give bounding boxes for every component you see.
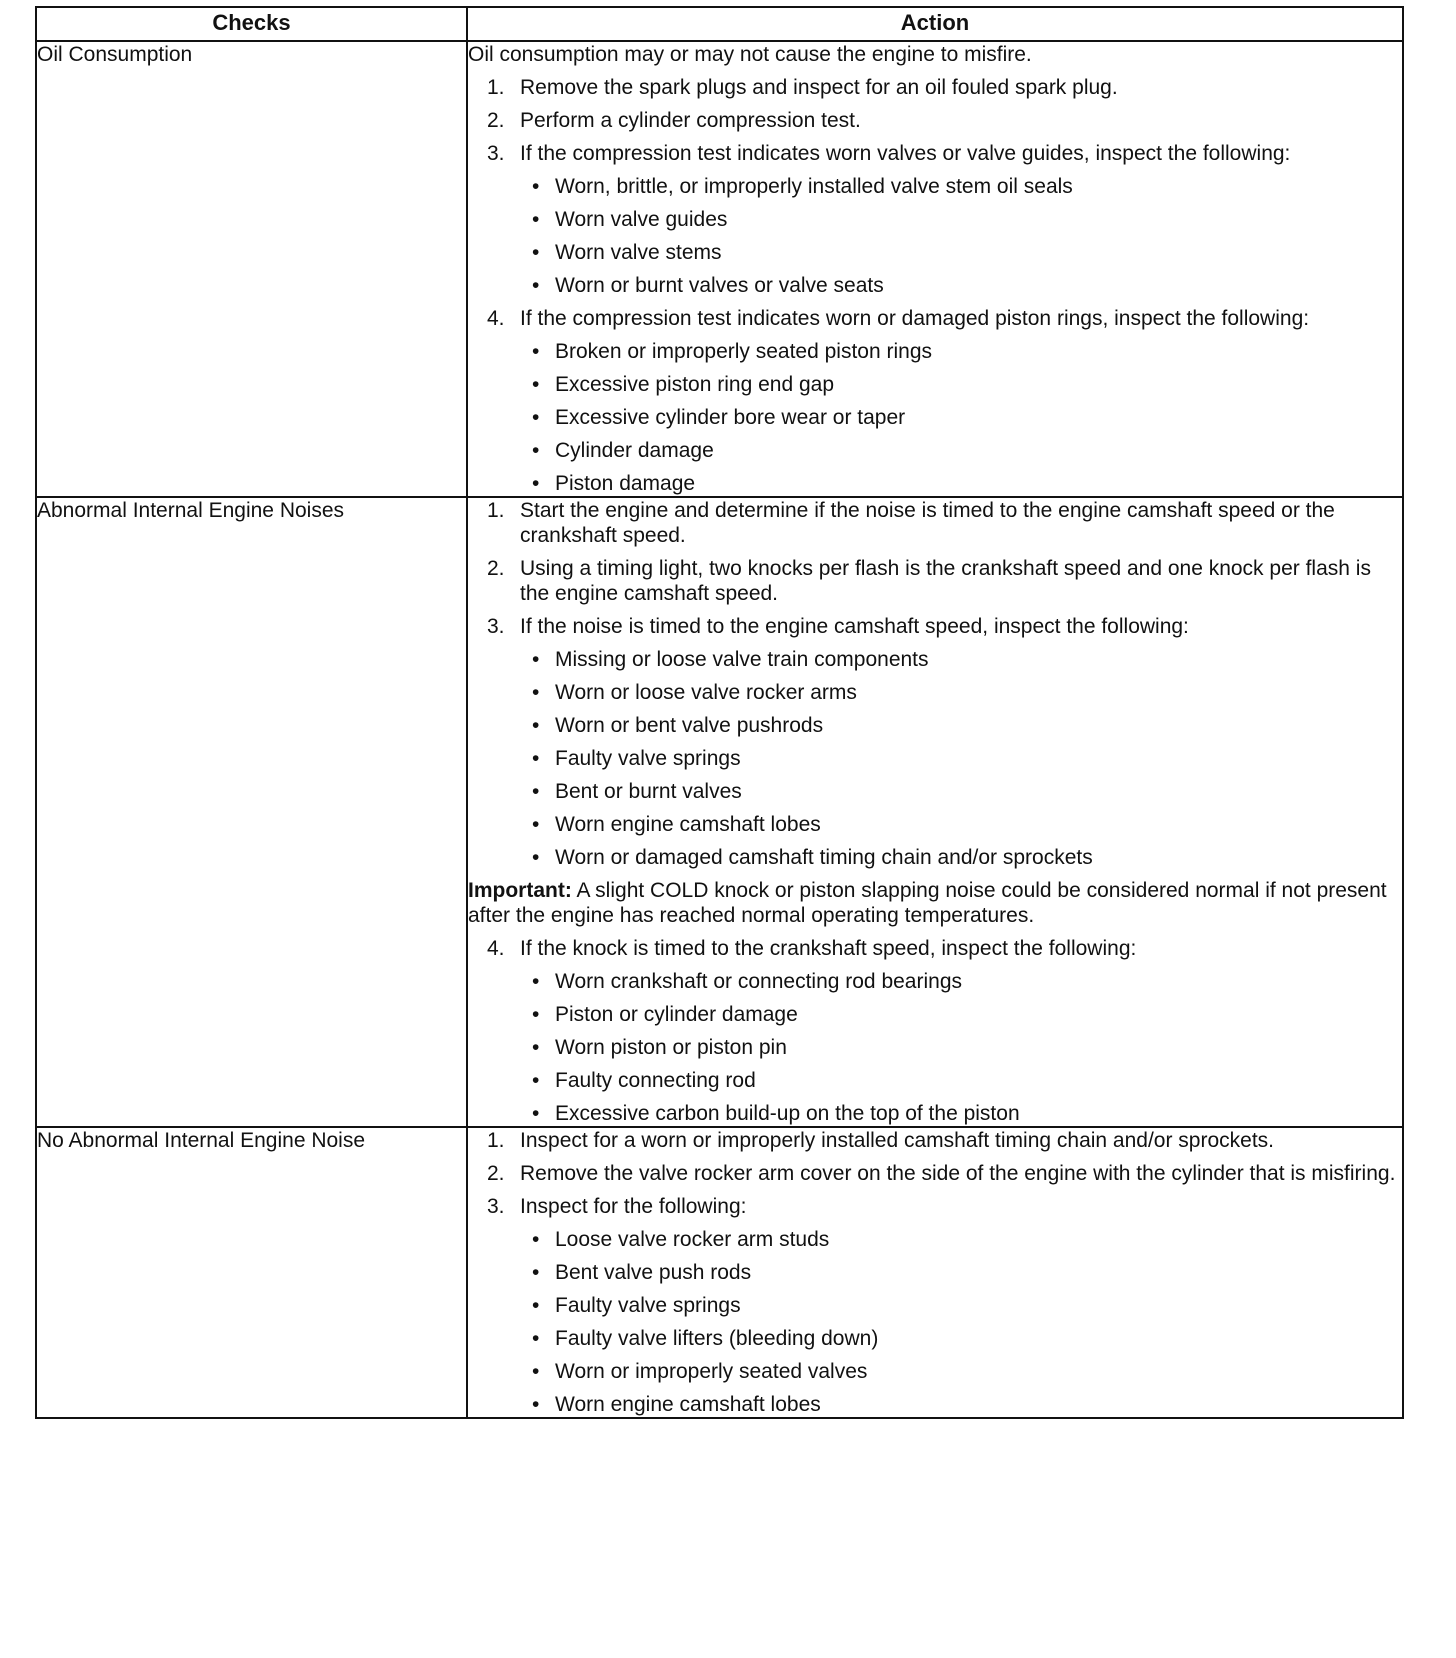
step-number: 3. xyxy=(487,1195,505,1218)
action-cell xyxy=(467,1127,1403,1418)
bullet-icon: • xyxy=(532,648,540,671)
bullet-text: Worn or damaged camshaft timing chain and/or sprockets xyxy=(555,846,1093,869)
bullet-text: Worn valve stems xyxy=(555,241,722,264)
check-cell xyxy=(36,41,467,497)
bullet-text: Missing or loose valve train components xyxy=(555,648,929,671)
action-bullet xyxy=(468,207,1402,232)
step-number: 2. xyxy=(487,109,505,132)
bullet-text: Worn, brittle, or improperly installed valve stem oil seals xyxy=(555,175,1073,198)
bullet-icon: • xyxy=(532,1294,540,1317)
bullet-icon: • xyxy=(532,406,540,429)
bullet-text: Worn crankshaft or connecting rod bearings xyxy=(555,970,962,993)
step-text: Inspect for the following: xyxy=(520,1195,747,1218)
action-bullet xyxy=(468,1035,1402,1060)
step-number: 1. xyxy=(487,499,505,522)
bullet-text: Excessive carbon build-up on the top of the piston xyxy=(555,1102,1020,1125)
action-bullet xyxy=(468,405,1402,430)
bullet-icon: • xyxy=(532,681,540,704)
bullet-icon: • xyxy=(532,970,540,993)
bullet-text: Piston damage xyxy=(555,472,696,495)
action-bullet xyxy=(468,339,1402,364)
action-step xyxy=(468,936,1402,961)
action-bullet xyxy=(468,969,1402,994)
table-row xyxy=(36,497,1403,1127)
bullet-icon: • xyxy=(532,780,540,803)
bullet-icon: • xyxy=(532,241,540,264)
bullet-text: Cylinder damage xyxy=(555,439,714,462)
bullet-icon: • xyxy=(532,208,540,231)
important-note xyxy=(468,878,1402,928)
bullet-icon: • xyxy=(532,1261,540,1284)
action-bullet xyxy=(468,1068,1402,1093)
table-row xyxy=(36,41,1403,497)
bullet-icon: • xyxy=(532,846,540,869)
check-label: Abnormal Internal Engine Noises xyxy=(37,499,345,522)
step-text: If the noise is timed to the engine camshaft speed, inspect the following: xyxy=(520,615,1189,638)
action-bullet xyxy=(468,174,1402,199)
bullet-text: Excessive piston ring end gap xyxy=(555,373,834,396)
step-text: If the knock is timed to the crankshaft speed, inspect the following: xyxy=(520,937,1137,960)
bullet-icon: • xyxy=(532,1003,540,1026)
action-bullet xyxy=(468,746,1402,771)
column-header-checks: Checks xyxy=(36,7,467,41)
bullet-text: Faulty valve lifters (bleeding down) xyxy=(555,1327,879,1350)
bullet-text: Worn piston or piston pin xyxy=(555,1036,787,1059)
step-text: Perform a cylinder compression test. xyxy=(520,109,861,132)
bullet-text: Loose valve rocker arm studs xyxy=(555,1228,830,1251)
step-text: Remove the spark plugs and inspect for an oil fouled spark plug. xyxy=(520,76,1118,99)
bullet-text: Worn or improperly seated valves xyxy=(555,1360,868,1383)
bullet-text: Worn engine camshaft lobes xyxy=(555,1393,821,1416)
bullet-icon: • xyxy=(532,1069,540,1092)
bullet-text: Broken or improperly seated piston rings xyxy=(555,340,933,363)
bullet-text: Worn or bent valve pushrods xyxy=(555,714,824,737)
bullet-text: Faulty valve springs xyxy=(555,747,741,770)
step-text: If the compression test indicates worn valves or valve guides, inspect the following: xyxy=(520,142,1291,165)
note-text: A slight COLD knock or piston slapping noise could be considered normal if not present after the engine has reached normal operating temperatures. xyxy=(468,879,1387,927)
step-number: 2. xyxy=(487,557,505,580)
step-text: Using a timing light, two knocks per flash is the crankshaft speed and one knock per flash is the engine camshaft speed. xyxy=(520,557,1371,605)
check-cell xyxy=(36,1127,467,1418)
action-bullet xyxy=(468,240,1402,265)
action-cell xyxy=(467,497,1403,1127)
action-step xyxy=(468,75,1402,100)
step-number: 3. xyxy=(487,142,505,165)
action-bullet xyxy=(468,713,1402,738)
table-header-row xyxy=(36,7,1403,41)
checks-action-table xyxy=(35,6,1404,1419)
step-number: 3. xyxy=(487,615,505,638)
bullet-text: Bent or burnt valves xyxy=(555,780,742,803)
action-bullet xyxy=(468,845,1402,870)
action-bullet xyxy=(468,1293,1402,1318)
bullet-text: Worn valve guides xyxy=(555,208,728,231)
bullet-icon: • xyxy=(532,439,540,462)
bullet-icon: • xyxy=(532,714,540,737)
action-step xyxy=(468,141,1402,166)
action-bullet xyxy=(468,471,1402,496)
action-bullet xyxy=(468,1260,1402,1285)
action-bullet xyxy=(468,779,1402,804)
action-step xyxy=(468,1161,1402,1186)
action-bullet xyxy=(468,680,1402,705)
action-bullet xyxy=(468,1326,1402,1351)
action-step xyxy=(468,1128,1402,1153)
bullet-icon: • xyxy=(532,274,540,297)
bullet-icon: • xyxy=(532,1102,540,1125)
column-header-action: Action xyxy=(467,7,1403,41)
action-bullet xyxy=(468,1002,1402,1027)
step-text: If the compression test indicates worn or damaged piston rings, inspect the following: xyxy=(520,307,1310,330)
action-step xyxy=(468,498,1402,548)
step-number: 4. xyxy=(487,937,505,960)
bullet-text: Worn or loose valve rocker arms xyxy=(555,681,857,704)
action-bullet xyxy=(468,1392,1402,1417)
bullet-icon: • xyxy=(532,747,540,770)
table-body xyxy=(36,41,1403,1418)
bullet-text: Faulty valve springs xyxy=(555,1294,741,1317)
step-number: 2. xyxy=(487,1162,505,1185)
step-number: 4. xyxy=(487,307,505,330)
action-bullet xyxy=(468,812,1402,837)
action-bullet xyxy=(468,273,1402,298)
note-label: Important: xyxy=(468,879,572,902)
step-number: 1. xyxy=(487,1129,505,1152)
bullet-icon: • xyxy=(532,472,540,495)
bullet-icon: • xyxy=(532,813,540,836)
action-bullet xyxy=(468,1227,1402,1252)
step-number: 1. xyxy=(487,76,505,99)
action-bullet xyxy=(468,438,1402,463)
bullet-icon: • xyxy=(532,373,540,396)
bullet-icon: • xyxy=(532,175,540,198)
step-text: Start the engine and determine if the noise is timed to the engine camshaft speed or the crankshaft speed. xyxy=(520,499,1335,547)
check-cell xyxy=(36,497,467,1127)
action-step xyxy=(468,614,1402,639)
bullet-text: Bent valve push rods xyxy=(555,1261,752,1284)
bullet-text: Piston or cylinder damage xyxy=(555,1003,798,1026)
bullet-text: Faulty connecting rod xyxy=(555,1069,756,1092)
action-bullet xyxy=(468,647,1402,672)
action-bullet xyxy=(468,1359,1402,1384)
action-bullet xyxy=(468,1101,1402,1126)
step-text: Remove the valve rocker arm cover on the side of the engine with the cylinder that is misfiring. xyxy=(520,1162,1396,1185)
bullet-icon: • xyxy=(532,1228,540,1251)
step-text: Inspect for a worn or improperly installed camshaft timing chain and/or sprockets. xyxy=(520,1129,1275,1152)
bullet-icon: • xyxy=(532,1036,540,1059)
bullet-icon: • xyxy=(532,1360,540,1383)
bullet-icon: • xyxy=(532,1327,540,1350)
action-step xyxy=(468,108,1402,133)
check-label: No Abnormal Internal Engine Noise xyxy=(37,1129,366,1152)
action-text: Oil consumption may or may not cause the engine to misfire. xyxy=(468,43,1032,66)
bullet-text: Worn engine camshaft lobes xyxy=(555,813,821,836)
action-cell xyxy=(467,41,1403,497)
action-bullet xyxy=(468,372,1402,397)
check-label: Oil Consumption xyxy=(37,43,193,66)
action-step xyxy=(468,556,1402,606)
action-step xyxy=(468,306,1402,331)
action-step xyxy=(468,1194,1402,1219)
bullet-icon: • xyxy=(532,340,540,363)
table-row xyxy=(36,1127,1403,1418)
bullet-icon: • xyxy=(532,1393,540,1416)
bullet-text: Excessive cylinder bore wear or taper xyxy=(555,406,906,429)
action-paragraph xyxy=(468,42,1402,67)
bullet-text: Worn or burnt valves or valve seats xyxy=(555,274,884,297)
